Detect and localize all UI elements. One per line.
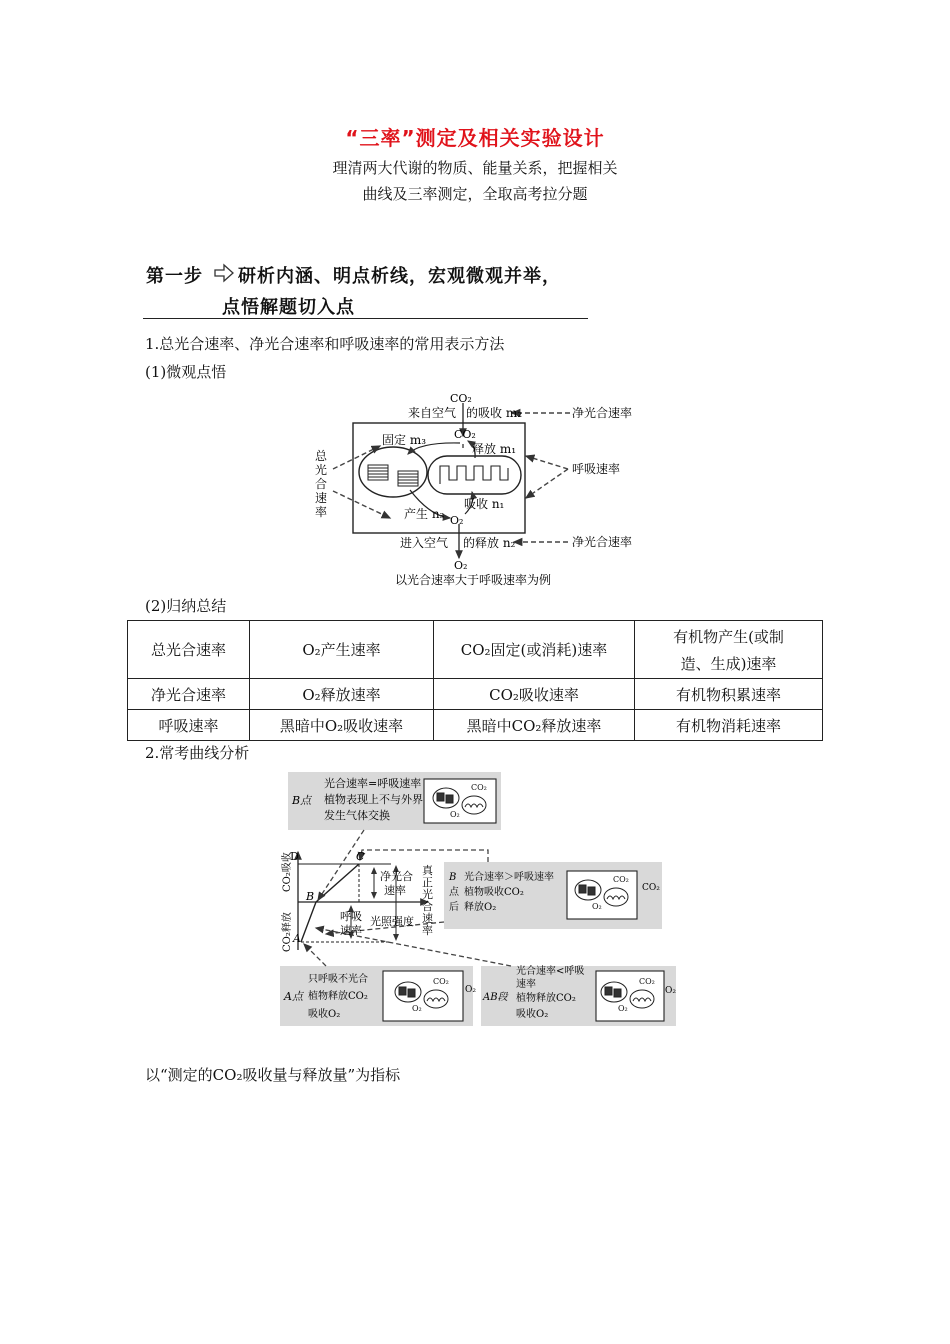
release-n2-label: 的释放 n₂ [463,536,516,550]
c-label: C [356,850,365,863]
o2-label: O₂ [592,902,602,911]
subtitle-line-2: 曲线及三率测定，全取高考拉分题 [362,185,588,203]
section-divider [143,318,588,319]
resp-rate-label: 呼吸速率 [572,462,621,476]
total-rate-label [315,449,328,519]
co2-outside-label: CO₂ [642,883,660,893]
co2-label: CO₂ [433,977,449,986]
total-rate-char: 率 [315,505,328,519]
y-axis-bottom-label: CO₂释放 [282,912,293,952]
after-b-tag-2: 点 [449,887,459,898]
true-rate-char: 光 [422,888,433,901]
curve-diagram [276,768,680,1030]
net-rate-label-1: 净光合速率 [572,406,633,420]
section-1-sub-2: (2)归纳总结 [145,597,227,615]
net-rate-label-a: 净光合 [380,870,413,883]
from-air-label: 来自空气 [408,406,457,420]
page-title: “三率”测定及相关实验设计 [345,126,605,150]
figure1-caption: 以光合速率大于呼吸速率为例 [395,573,552,587]
true-rate-label [422,863,434,937]
co2-inner-label: CO₂ [454,428,476,441]
release-m1-label: 释放 m₁ [472,442,517,456]
ab-box-line-2: 速率 [516,979,536,990]
step-prefix: 第一步 [146,266,203,287]
table-cell: 黑暗中CO₂释放速率 [434,710,635,741]
b-box-tag: B点 [292,794,312,807]
a-label: A [293,932,301,945]
subtitle-line-1: 理清两大代谢的物质、能量关系，把握相关 [332,159,618,177]
true-rate-char: 率 [422,924,433,937]
o2-label: O₂ [450,810,460,819]
section-2-heading: 2.常考曲线分析 [145,744,250,762]
absorb-m2-label: 的吸收 m₂ [466,406,523,420]
after-b-line-1: 光合速率＞呼吸速率 [464,872,554,883]
after-b-tag-1: B [449,872,457,883]
to-air-label: 进入空气 [400,536,449,550]
table-cell: 有机物消耗速率 [635,710,823,741]
b-label: B [306,890,315,903]
total-rate-char: 光 [315,463,328,477]
true-rate-char: 真 [422,864,433,877]
net-rate-label-2: 净光合速率 [572,535,633,549]
a-box-tag: A点 [284,990,303,1003]
co2-label: CO₂ [613,875,629,884]
d-label: D [290,850,299,863]
y-axis-top-label: CO₂吸收 [282,852,293,892]
section-1-sub-1: (1)微观点悟 [145,363,227,381]
a-box-line-3: 吸收O₂ [308,1009,341,1020]
ab-box-line-3: 植物释放CO₂ [516,993,576,1004]
produce-n3-label: 产生 n₃ [404,507,445,521]
resp-rate-label-a: 呼吸 [340,910,362,923]
net-rate-label-b: 速率 [384,884,406,897]
a-box-line-2: 植物释放CO₂ [308,991,368,1002]
x-axis-label: 光照强度 [370,915,414,928]
arrow-right-icon [213,262,235,284]
table-cell: 呼吸速率 [128,710,250,741]
a-box-line-1: 只呼吸不光合 [308,974,368,985]
indicator-text: 以“测定的CO₂吸收量与释放量”为指标 [145,1066,401,1084]
total-rate-char: 合 [315,477,328,491]
after-b-tag-3: 后 [449,902,459,913]
table-cell: CO₂吸收速率 [434,679,635,710]
table-cell: CO₂固定(或消耗)速率 [434,621,635,679]
total-rate-char: 速 [315,491,328,505]
section-1-heading: 1.总光合速率、净光合速率和呼吸速率的常用表示方法 [145,335,505,353]
b-box-line-2: 植物表现上不与外界 [324,793,423,806]
table-cell: 总光合速率 [128,621,250,679]
ab-box-line-1: 光合速率<呼吸 [516,966,585,977]
absorb-n1-label: 吸收 n₁ [464,497,505,511]
micro-diagram [300,386,660,592]
true-rate-char: 速 [422,912,433,925]
total-rate-char: 总 [315,449,328,463]
o2-outside-label-ab: O₂ [665,986,676,996]
table-cell: 有机物产生(或制 造、生成)速率 [635,621,823,679]
table-row [128,679,823,710]
ab-box-tag: AB段 [483,992,508,1003]
step-line-1: 研析内涵、明点析线，宏观微观并举， [238,266,561,287]
o2-inner-label: O₂ [450,514,464,527]
summary-table [127,620,823,741]
table-row [128,621,823,679]
b-box-line-1: 光合速率=呼吸速率 [324,777,422,790]
table-cell: 有机物积累速率 [635,679,823,710]
true-rate-char: 正 [422,876,433,889]
grana-icon [368,465,418,486]
table-cell: 黑暗中O₂吸收速率 [250,710,434,741]
b-box-line-3: 发生气体交换 [324,809,390,822]
fix-m3-label: 固定 m₃ [382,433,427,447]
table-row [128,710,823,741]
o2-bottom-label: O₂ [454,559,468,572]
co2-top-label: CO₂ [450,392,472,405]
o2-label: O₂ [412,1004,422,1013]
step-line-2: 点悟解题切入点 [222,297,355,318]
y-axis-labels [280,852,293,952]
true-rate-char: 合 [422,900,433,913]
o2-outside-label-a: O₂ [465,985,476,995]
co2-label: CO₂ [639,977,655,986]
o2-label: O₂ [618,1004,628,1013]
resp-rate-label-b: 速率 [340,924,362,937]
ab-box-line-4: 吸收O₂ [516,1009,549,1020]
after-b-line-3: 释放O₂ [464,902,497,913]
table-cell: O₂产生速率 [250,621,434,679]
after-b-line-2: 植物吸收CO₂ [464,887,524,898]
table-cell: O₂释放速率 [250,679,434,710]
table-cell: 净光合速率 [128,679,250,710]
co2-label: CO₂ [471,783,487,792]
